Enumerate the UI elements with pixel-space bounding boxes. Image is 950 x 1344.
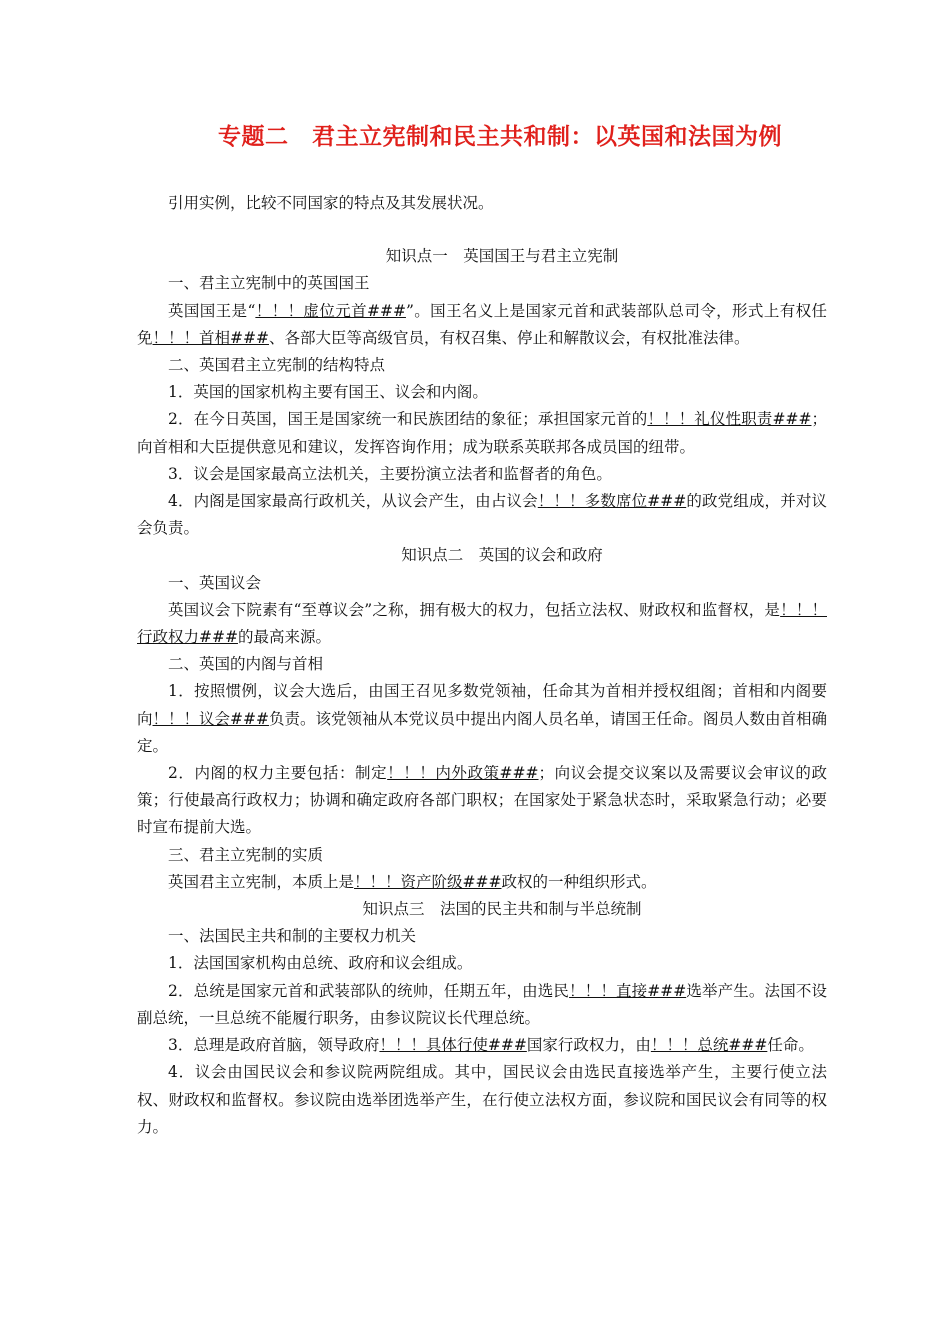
blank-answer: ！！！直接### (569, 981, 687, 1000)
list-item (137, 978, 827, 1032)
intro-text: 引用实例，比较不同国家的特点及其发展状况。 (168, 194, 494, 212)
list-item (137, 1032, 827, 1059)
blank-answer: ！！！多数席位### (537, 492, 687, 511)
text-run: 1．按照惯例，议会大选后，由国王召见多数党领袖，任命其为首相并授权组阁；首相和内阁要向 (137, 682, 827, 728)
list-item: 3．议会是国家最高立法机关，主要扮演立法者和监督者的角色。 (168, 464, 612, 483)
list-item: 4．议会由国民议会和参议院两院组成。其中，国民议会由选民直接选举产生，主要行使立法权、财政权和监督权。参议院由选举团选举产生，在行使立法权方面，参议院和国民议会有同等的权力。 (137, 1063, 827, 1136)
list-item (137, 678, 827, 760)
text-run: 2．在今日英国，国王是国家统一和民族团结的象征；承担国家元首的 (168, 410, 648, 429)
text-run: 负责。该党领袖从本党议员中提出内阁人员名单，请国王任命。阁员人数由首相确定。 (137, 709, 827, 755)
blank-answer: ！！！虚位元首### (255, 301, 406, 320)
subheading: 二、英国君主立宪制的结构特点 (168, 356, 386, 375)
list-item (137, 488, 827, 542)
text-run: 2．总统是国家元首和武装部队的统帅，任期五年，由选民 (168, 981, 570, 1000)
subheading: 一、君主立宪制中的英国国王 (168, 274, 370, 293)
blank-answer: ！！！总统### (650, 1036, 768, 1055)
paragraph (137, 597, 827, 651)
text-run: 2．内阁的权力主要包括：制定 (168, 764, 388, 783)
blank-answer: ！！！具体行使### (379, 1036, 527, 1055)
text-run: 英国君主立宪制，本质上是 (168, 872, 355, 891)
list-item (137, 760, 827, 842)
section-heading-1: 知识点一 英国国王与君主立宪制 (385, 247, 619, 266)
blank-answer: ！！！资产阶级### (354, 872, 502, 891)
blank-answer: ！！！首相### (152, 328, 269, 347)
text-run: 4．内阁是国家最高行政机关，从议会产生，由占议会 (168, 492, 538, 511)
text-run: ；向首相和大臣提供意见和建议，发挥咨询作用；成为联系英联邦各成员国的纽带。 (137, 410, 827, 456)
list-item: 1．法国国家机构由总统、政府和议会组成。 (168, 954, 473, 973)
subheading: 三、君主立宪制的实质 (168, 845, 324, 864)
text-run: 政权的一种组织形式。 (501, 872, 657, 891)
text-run: 选举产生。法国不设副总统，一旦总统不能履行职务，由参议院议长代理总统。 (137, 981, 827, 1027)
document-body (137, 190, 827, 1141)
text-run: 任命。 (767, 1036, 814, 1055)
blank-answer: ！！！礼仪性职责### (647, 410, 812, 429)
text-run: 英国国王是“ (168, 301, 256, 320)
spacer (137, 217, 827, 243)
text-run: 的政党组成，并对议会负责。 (137, 492, 827, 538)
text-run: ；向议会提交议案以及需要议会审议的政策；行使最高行政权力；协调和确定政府各部门职权；在国家处于紧急状态时，采取紧急行动；必要时宣布提前大选。 (137, 764, 827, 837)
section-heading-2: 知识点二 英国的议会和政府 (401, 546, 603, 565)
subheading: 二、英国的内阁与首相 (168, 655, 324, 674)
text-run: ”。国王名义上是国家元首和武装部队总司令，形式上有权任免 (137, 301, 827, 347)
blank-answer: ！！！行政权力### (137, 600, 827, 647)
text-run: 3．总理是政府首脑，领导政府 (168, 1036, 380, 1055)
paragraph (137, 298, 827, 352)
list-item (137, 406, 827, 460)
subheading: 一、英国议会 (168, 573, 262, 592)
page-title: 专题二 君主立宪制和民主共和制：以英国和法国为例 (218, 124, 782, 150)
text-run: 国家行政权力，由 (526, 1036, 651, 1055)
text-run: 的最高来源。 (237, 628, 331, 647)
subheading: 一、法国民主共和制的主要权力机关 (168, 927, 417, 946)
list-item: 1．英国的国家机构主要有国王、议会和内阁。 (168, 383, 488, 402)
text-run: 英国议会下院素有“至尊议会”之称，拥有极大的权力，包括立法权、财政权和监督权，是 (168, 600, 781, 619)
blank-answer: ！！！内外政策### (387, 764, 539, 783)
blank-answer: ！！！议会### (152, 709, 269, 728)
text-run: 、各部大臣等高级官员，有权召集、停止和解散议会，有权批准法律。 (268, 328, 750, 347)
section-heading-3: 知识点三 法国的民主共和制与半总统制 (362, 900, 642, 919)
paragraph (137, 869, 827, 896)
